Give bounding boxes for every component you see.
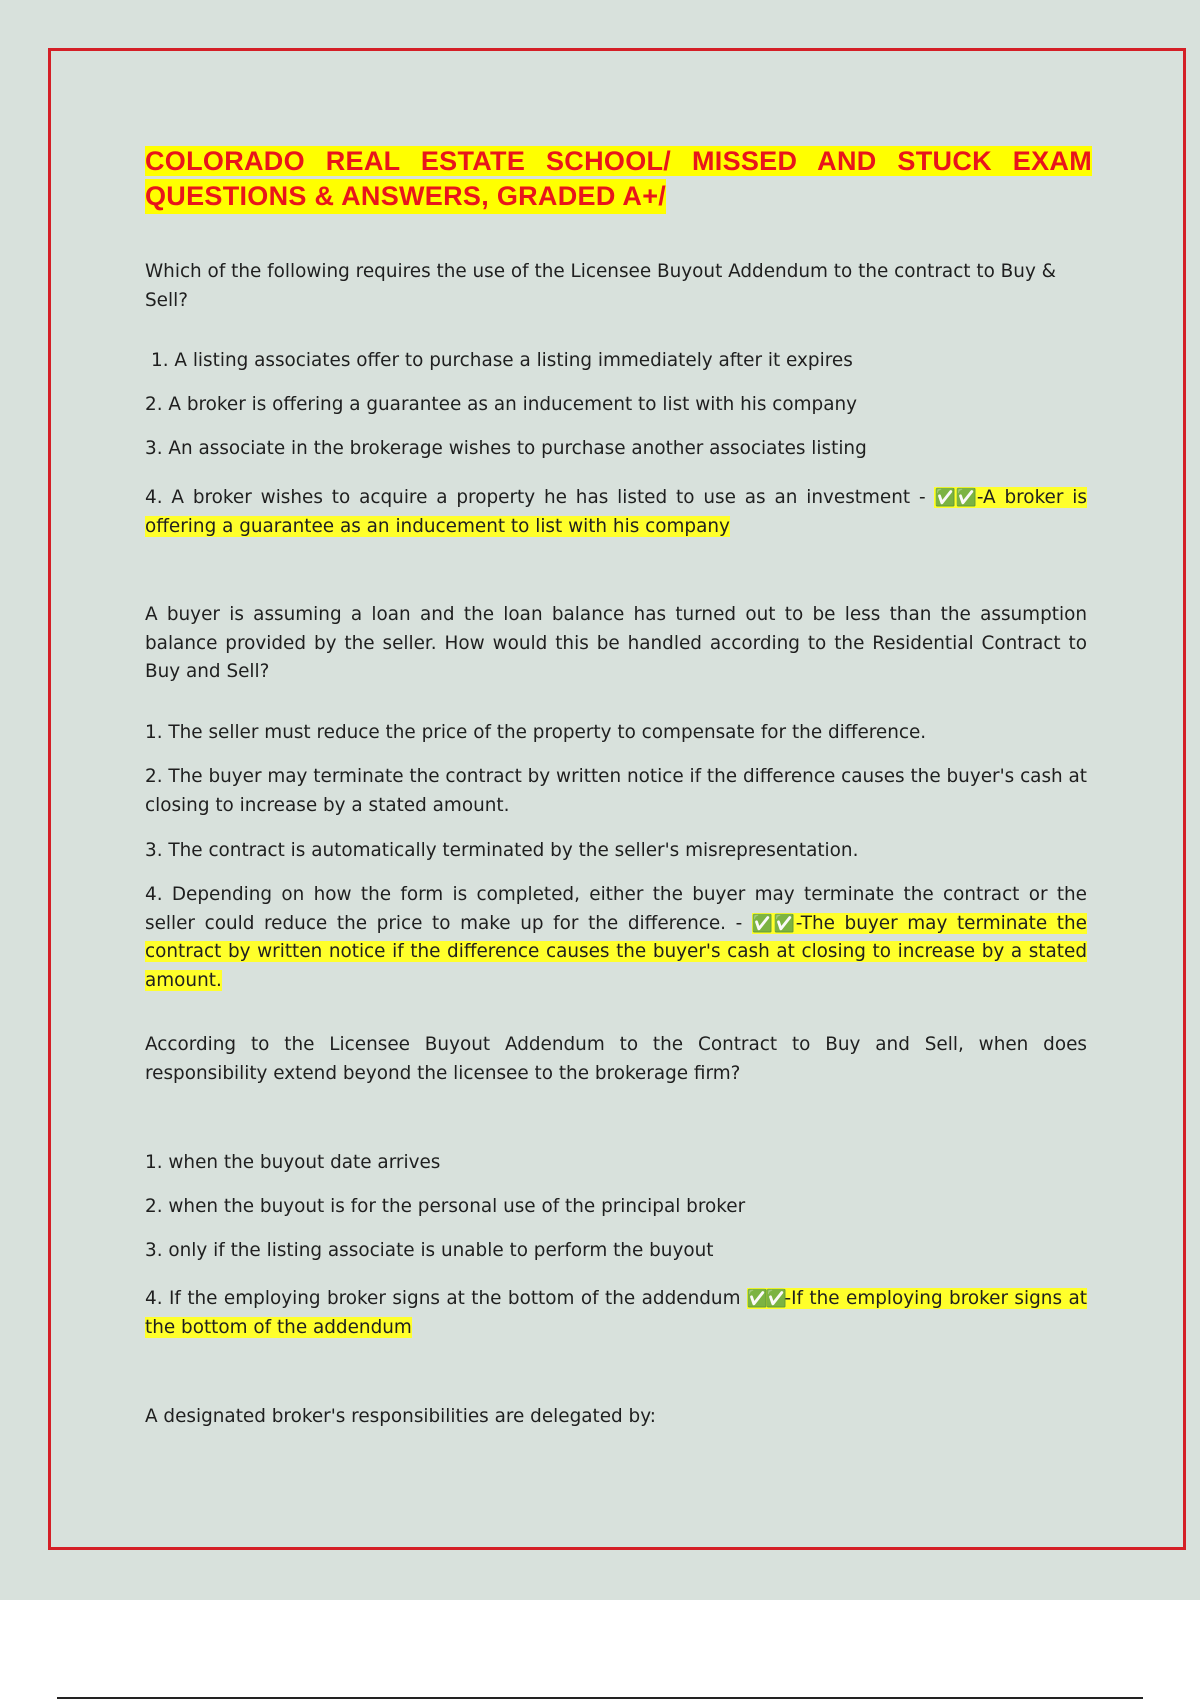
question-3-option-1: 1. when the buyout date arrives (145, 1152, 441, 1173)
question-3-text: According to the Licensee Buyout Addendum to the Contract to Buy and Sell, when does responsibility extend beyond the licensee to the brokerage firm? (145, 1034, 1087, 1084)
question-1-option-2: 2. A broker is offering a guarantee as an inducement to list with his company (145, 394, 858, 415)
question-2-option-4-text: 4. Depending on how the form is completed, either the buyer may terminate the contract or the seller could reduce the price to make up for the difference. - (145, 884, 1087, 934)
question-3-option-4 (145, 1285, 1087, 1342)
question-4 (145, 1403, 1087, 1432)
question-2-option-4 (145, 881, 1087, 995)
question-3 (145, 1031, 1087, 1088)
question-2-answer-text: -The buyer may terminate the contract by written notice if the difference causes the buyer's cash at closing to increase by a stated amount. (145, 912, 1087, 991)
check-icon: ✅✅ (751, 913, 796, 934)
document-title (145, 144, 1092, 214)
question-3-answer-text: -If the employing broker signs at the bottom of the addendum (145, 1288, 1087, 1338)
question-1-option-4-text: 4. A broker wishes to acquire a property he has listed to use as an investment - (145, 487, 926, 508)
question-2-option-1: 1. The seller must reduce the price of the property to compensate for the difference. (145, 722, 927, 743)
title-line-2 (145, 179, 1092, 214)
footer-divider (57, 1697, 1143, 1699)
question-3-option-3: 3. only if the listing associate is unable to perform the buyout (145, 1240, 714, 1261)
question-1-option-3: 3. An associate in the brokerage wishes to purchase another associates listing (145, 438, 867, 459)
title-line-2-text: QUESTIONS & ANSWERS, GRADED A+/ (145, 179, 666, 214)
check-icon: ✅✅ (746, 1289, 785, 1309)
question-2 (145, 601, 1087, 687)
question-3-option-4-text: 4. If the employing broker signs at the bottom of the addendum (145, 1288, 741, 1309)
check-icon: ✅✅ (934, 488, 977, 508)
question-1-option-4 (145, 484, 1087, 541)
question-4-text: A designated broker's responsibilities are delegated by: (145, 1406, 656, 1427)
question-1-answer-text: -A broker is offering a guarantee as an inducement to list with his company (145, 487, 1087, 537)
title-line-1-text: COLORADO REAL ESTATE SCHOOL/ MISSED AND STUCK EXAM (145, 146, 1092, 176)
question-2-option-2: 2. The buyer may terminate the contract by written notice if the difference causes the buyer's cash at closing to increase by a stated amount. (145, 766, 1088, 816)
question-1 (145, 258, 1087, 315)
question-3-option-2: 2. when the buyout is for the personal use of the principal broker (145, 1196, 746, 1217)
title-line-1 (145, 144, 1092, 179)
question-1-text: Which of the following requires the use of the Licensee Buyout Addendum to the contract to Buy & Sell? (145, 261, 1057, 311)
question-2-text: A buyer is assuming a loan and the loan balance has turned out to be less than the assumption balance provided by the seller. How would this be handled according to the Residential Contract to Buy and Sell? (145, 604, 1087, 682)
question-1-option-1: 1. A listing associates offer to purchase a listing immediately after it expires (151, 350, 853, 371)
question-2-option-3: 3. The contract is automatically terminated by the seller's misrepresentation. (145, 840, 859, 861)
